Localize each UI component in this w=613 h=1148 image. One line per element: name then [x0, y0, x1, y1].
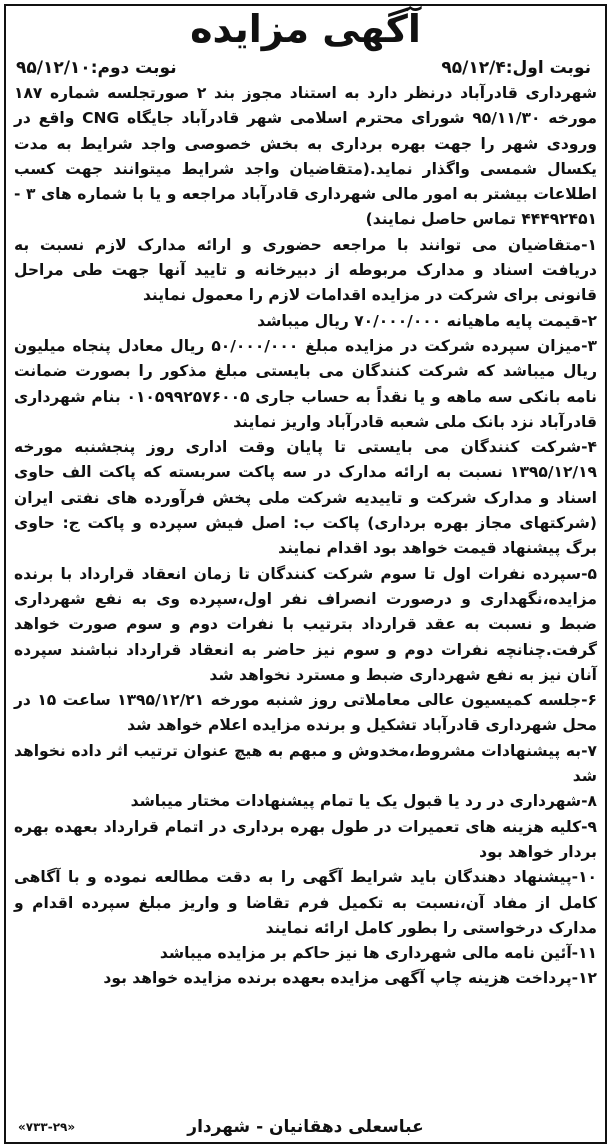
condition-item-1: ۱-متقاضیان می توانند با مراجعه حضوری و ارائه مدارک لازم نسبت به دریافت اسناد و مدارک مربوطه از دبیرخانه و تایید آنها جهت طی مراحل قانونی برای شرکت در مزایده اقدامات لازم را معمول نمایند — [14, 235, 597, 305]
condition-item-9: ۹-کلیه هزینه های تعمیرات در طول بهره برداری در اتمام قرارداد بعهده بهره بردار خواهد بود — [14, 817, 597, 861]
notice-title: آگهی مزایده — [190, 7, 421, 51]
mayor-signature: عباسعلی دهقانیان - شهردار — [187, 1117, 424, 1137]
condition-item-2: ۲-قیمت پایه ماهیانه ۷۰/۰۰۰/۰۰۰ ریال میباشد — [257, 311, 597, 330]
notice-intro: شهرداری قادرآباد درنظر دارد به استناد مجوز بند ۲ صورتجلسه شماره ۱۸۷ مورخه ۹۵/۱۱/۳۰ شورای محترم اسلامی شهر قادرآباد جایگاه CNG واقع در ورودی شهر را جهت بهره برداری به بخش خصوصی واجد شرایط به مدت یکسال شمسی واگذار نماید.(متقاضیان واجد شرایط میتوانند جهت کسب اطلاعات بیشتر به امور مالی شهرداری قادرآباد مراجعه و یا با شماره های ۳ - ۴۴۴۹۲۴۵۱ تماس حاصل نمایند) — [14, 84, 597, 229]
condition-item-11: ۱۱-آئین نامه مالی شهرداری ها نیز حاکم بر مزایده میباشد — [159, 944, 597, 963]
publication-rounds — [14, 56, 597, 81]
notice-code: «۷۳۳-۲۹» — [18, 1120, 76, 1134]
notice-content — [14, 6, 597, 1142]
condition-item-5: ۵-سپرده نفرات اول تا سوم شرکت کنندگان تا زمان انعقاد قرارداد با برنده مزایده،نگهداری و درصورت انصراف نفر اول،سپرده وی به نفع شهرداری ضبط و نسبت به عقد قرارداد بترتیب با نفرات دوم و سوم صورت خواهد گرفت.چنانچه نفرات دوم و سوم نیز حاضر به انعقاد قرارداد نباشند سپرده آنان نیز به نفع شهرداری ضبط و مسترد نخواهد شد — [14, 564, 597, 684]
second-round-date: نوبت دوم:۹۵/۱۲/۱۰ — [16, 58, 177, 78]
condition-item-12: ۱۲-پرداخت هزینه چاپ آگهی مزایده بعهده برنده مزایده خواهد بود — [103, 969, 597, 988]
condition-item-8: ۸-شهرداری در رد یا قبول یک یا تمام پیشنهادات مختار میباشد — [130, 792, 597, 811]
first-round-date: نوبت اول:۹۵/۱۲/۴ — [441, 58, 591, 78]
condition-item-10: ۱۰-پیشنهاد دهندگان باید شرایط آگهی را به دقت مطالعه نموده و با آگاهی کامل از مفاد آن،نسبت به تکمیل فرم تقاضا و واریز مبلغ سپرده اقدام و مدارک درخواستی را بطور کامل ارائه نمایند — [14, 868, 597, 937]
condition-item-6: ۶-جلسه کمیسیون عالی معاملاتی روز شنبه مورخه ۱۳۹۵/۱۲/۲۱ ساعت ۱۵ در محل شهرداری قادرآباد تشکیل و برنده مزایده اعلام خواهد شد — [14, 691, 597, 735]
condition-item-3: ۳-میزان سپرده شرکت در مزایده مبلغ ۵۰/۰۰۰/۰۰۰ ریال معادل پنجاه میلیون ریال میباشد که شرکت کنندگان می بایستی مبلغ مذکور را بصورت ضمانت نامه بانکی سه ماهه و یا نقداً به حساب جاری ۰۱۰۵۹۹۲۵۷۶۰۰۵ بنام شهرداری قادرآباد نزد بانک ملی شعبه قادرآباد واریز نمایند — [14, 336, 598, 431]
condition-item-7: ۷-به پیشنهادات مشروط،مخدوش و مبهم به هیچ عنوان ترتیب اثر داده نخواهد شد — [14, 741, 597, 786]
notice-frame — [4, 4, 607, 1144]
condition-item-4: ۴-شرکت کنندگان می بایستی تا پایان وقت اداری روز پنجشنبه مورخه ۱۳۹۵/۱۲/۱۹ نسبت به ارائه مدارک در سه پاکت سربسته که پاکت الف حاوی اسناد و مدارک شرکت و تاییدیه شرکت ملی پخش فرآورده های نفتی ایران (شرکتهای مجاز بهره برداری) پاکت ب: اصل فیش سپرده و پاکت ج: حاوی برگ پیشنهاد قیمت خواهد بود اقدام نمایند — [14, 438, 597, 558]
